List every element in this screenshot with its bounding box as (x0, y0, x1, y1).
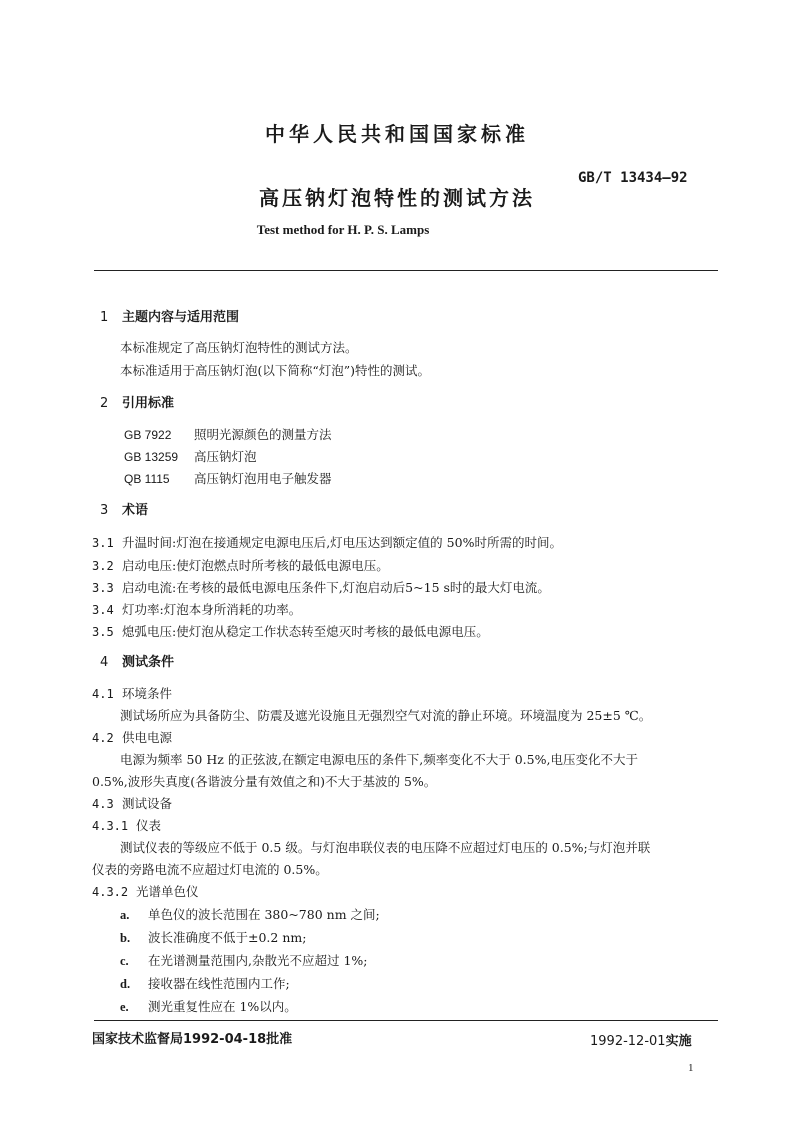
reference-code: GB 7922 (124, 428, 172, 442)
list-item-text: 在光谱测量范围内,杂散光不应超过 1%; (148, 953, 368, 968)
subsection-4-2-para-line-1: 电源为频率 50 Hz 的正弦波,在额定电源电压的条件下,频率变化不大于 0.5%,电压变化不大于 (120, 752, 638, 767)
implementation-date: 1992-12-01 (590, 1034, 666, 1049)
list-item (120, 951, 368, 969)
subsection-title: 仪表 (136, 818, 162, 833)
reference-item (124, 425, 332, 443)
term-item (92, 533, 562, 551)
list-item-label: b. (120, 931, 131, 945)
subsection-4-1-heading (92, 684, 172, 702)
list-item-label: c. (120, 954, 129, 968)
subsection-4-3-heading (92, 794, 172, 812)
section-1-heading (100, 306, 239, 325)
term-item (92, 622, 489, 640)
section-title: 术语 (122, 503, 149, 518)
list-item-text: 接收器在线性范围内工作; (148, 976, 290, 991)
page-number: 1 (688, 1062, 694, 1074)
subsection-4-3-1-heading (92, 816, 161, 834)
subsection-title: 光谱单色仪 (136, 884, 199, 899)
section-title: 引用标准 (122, 396, 175, 411)
section-number: 2 (100, 396, 109, 411)
list-item-text: 单色仪的波长范围在 380~780 nm 之间; (148, 907, 380, 922)
subsection-4-3-1-para-line-1: 测试仪表的等级应不低于 0.5 级。与灯泡串联仪表的电压降不应超过灯电压的 0.5%;与灯泡并联 (120, 840, 651, 855)
section-number: 1 (100, 310, 109, 325)
reference-code: QB 1115 (124, 472, 170, 486)
list-item-text: 波长准确度不低于±0.2 nm; (148, 930, 307, 945)
section-3-heading (100, 499, 148, 518)
term-text: 灯功率:灯泡本身所消耗的功率。 (122, 602, 302, 617)
term-number: 3.5 (92, 625, 114, 639)
list-item (120, 974, 290, 992)
term-text: 启动电流:在考核的最低电源电压条件下,灯泡启动后5~15 s时的最大灯电流。 (122, 580, 550, 595)
list-item-label: d. (120, 977, 131, 991)
section-title: 主题内容与适用范围 (122, 310, 240, 325)
standard-number: GB/T 13434—92 (578, 170, 688, 186)
subsection-title: 环境条件 (122, 686, 173, 701)
section-2-heading (100, 392, 174, 411)
header-rule (94, 270, 718, 271)
title-chinese: 高压钠灯泡特性的测试方法 (259, 186, 535, 210)
approval-line: 国家技术监督局1992-04-18批准 (92, 1032, 293, 1047)
subsection-title: 测试设备 (122, 796, 173, 811)
reference-text: 照明光源颜色的测量方法 (194, 427, 332, 442)
subsection-title: 供电电源 (122, 730, 173, 745)
subsection-4-3-2-heading (92, 882, 199, 900)
term-text: 升温时间:灯泡在接通规定电源电压后,灯电压达到额定值的 50%时所需的时间。 (122, 535, 562, 550)
reference-item (124, 447, 257, 465)
list-item-label: e. (120, 1000, 129, 1014)
term-text: 启动电压:使灯泡燃点时所考核的最低电源电压。 (122, 558, 389, 573)
footer-rule (94, 1020, 718, 1021)
subsection-4-2-heading (92, 728, 172, 746)
section-number: 4 (100, 655, 109, 670)
reference-code: GB 13259 (124, 450, 179, 464)
section-number: 3 (100, 503, 109, 518)
subsection-number: 4.2 (92, 731, 114, 745)
term-item (92, 556, 389, 574)
term-number: 3.1 (92, 536, 114, 550)
term-item (92, 578, 550, 596)
list-item-text: 测光重复性应在 1%以内。 (148, 999, 297, 1014)
subsection-number: 4.3.1 (92, 819, 129, 833)
list-item-label: a. (120, 908, 130, 922)
subsection-number: 4.3.2 (92, 885, 129, 899)
term-number: 3.2 (92, 559, 114, 573)
term-number: 3.4 (92, 603, 114, 617)
subsection-4-1-para: 测试场所应为具备防尘、防震及遮光设施且无强烈空气对流的静止环境。环境温度为 25±5 ℃。 (120, 708, 652, 723)
list-item (120, 928, 306, 946)
section-1-para-2: 本标准适用于高压钠灯泡(以下简称“灯泡”)特性的测试。 (120, 363, 431, 378)
subsection-4-3-1-para-line-2: 仪表的旁路电流不应超过灯电流的 0.5%。 (92, 862, 328, 877)
reference-text: 高压钠灯泡用电子触发器 (194, 471, 332, 486)
term-item (92, 600, 301, 618)
reference-text: 高压钠灯泡 (194, 449, 257, 464)
list-item (120, 905, 380, 923)
implementation-label: 实施 (665, 1034, 692, 1049)
term-text: 熄弧电压:使灯泡从稳定工作状态转至熄灭时考核的最低电源电压。 (122, 624, 489, 639)
section-1-para-1: 本标准规定了高压钠灯泡特性的测试方法。 (120, 340, 358, 355)
list-item (120, 997, 297, 1015)
section-title: 测试条件 (122, 655, 175, 670)
reference-item (124, 469, 332, 487)
issuing-body: 中华人民共和国国家标准 (265, 122, 529, 146)
subsection-4-2-para-line-2: 0.5%,波形失真度(各谐波分量有效值之和)不大于基波的 5%。 (92, 774, 437, 789)
title-english: Test method for H. P. S. Lamps (256, 222, 430, 237)
implementation-line (590, 1030, 692, 1049)
term-number: 3.3 (92, 581, 114, 595)
section-4-heading (100, 651, 174, 670)
subsection-number: 4.1 (92, 687, 114, 701)
subsection-number: 4.3 (92, 797, 114, 811)
